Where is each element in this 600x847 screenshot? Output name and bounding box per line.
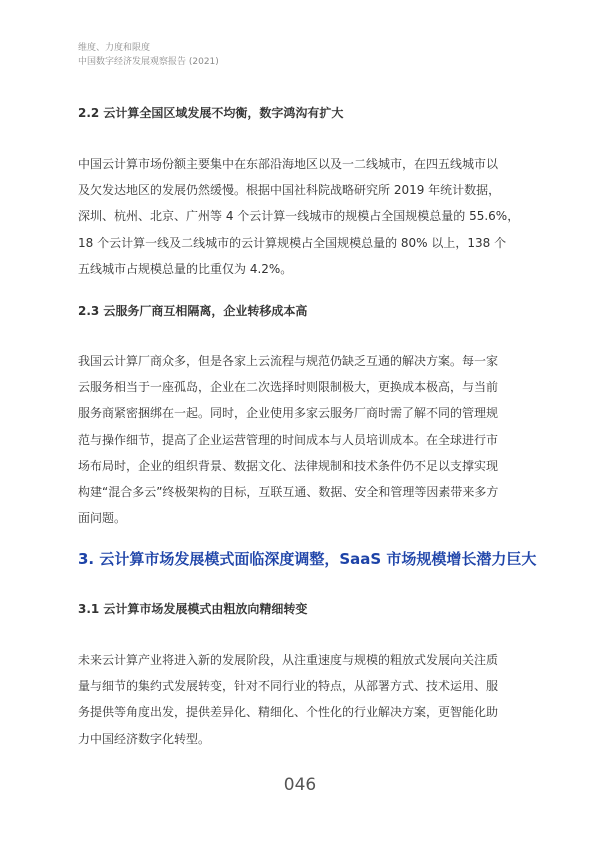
section-3-1-paragraph	[78, 647, 498, 752]
paragraph-line: 深圳、杭州、北京、广州等 4 个云计算一线城市的规模占全国规模总量的 55.6%，	[78, 209, 520, 224]
paragraph-line: 服务商紧密捆绑在一起。同时，企业使用多家云服务厂商时需了解不同的管理规	[78, 406, 499, 421]
paragraph-line: 五线城市占规模总量的比重仅为 4.2%。	[78, 261, 293, 276]
header-subtitle: 中国数字经济发展观察报告 (2021)	[78, 57, 219, 67]
section-3-heading: 3. 云计算市场发展模式面临深度调整，SaaS 市场规模增长潜力巨大	[78, 550, 537, 568]
paragraph-line: 场布局时，企业的组织背景、数据文化、法律规制和技术条件仍不足以支撑实现	[78, 458, 499, 473]
paragraph-line: 力中国经济数字化转型。	[78, 731, 211, 746]
paragraph-line: 范与操作细节，提高了企业运营管理的时间成本与人员培训成本。在全球进行市	[78, 432, 499, 447]
paragraph-line: 务提供等角度出发，提供差异化、精细化、个性化的行业解决方案，更智能化助	[78, 705, 499, 720]
header-title: 维度、力度和限度	[78, 43, 151, 53]
section-2-2-heading: 2.2 云计算全国区域发展不均衡，数字鸿沟有扩大	[78, 106, 344, 120]
paragraph-line: 中国云计算市场份额主要集中在东部沿海地区以及一二线城市，在四五线城市以	[78, 157, 499, 171]
paragraph-line: 量与细节的集约式发展转变，针对不同行业的特点，从部署方式、技术运用、服	[78, 679, 499, 694]
section-2-3-heading: 2.3 云服务厂商互相隔离，企业转移成本高	[78, 304, 308, 318]
section-3-1-heading: 3.1 云计算市场发展模式由粗放向精细转变	[78, 602, 308, 616]
section-2-2-paragraph	[78, 151, 519, 282]
paragraph-line: 面问题。	[78, 511, 127, 526]
page-number: 046	[283, 775, 317, 795]
paragraph-line: 构建“混合多云”终极架构的目标，互联互通、数据、安全和管理等因素带来多方	[78, 485, 499, 500]
paragraph-line: 未来云计算产业将进入新的发展阶段，从注重速度与规模的粗放式发展向关注质	[78, 653, 499, 667]
running-header	[78, 41, 219, 69]
paragraph-line: 云服务相当于一座孤岛，企业在二次选择时则限制极大，更换成本极高，与当前	[78, 380, 499, 395]
paragraph-line: 及欠发达地区的发展仍然缓慢。根据中国社科院战略研究所 2019 年统计数据，	[78, 183, 501, 198]
section-2-3-paragraph	[78, 348, 498, 531]
paragraph-line: 我国云计算厂商众多，但是各家上云流程与规范仍缺乏互通的解决方案。每一家	[78, 354, 499, 368]
paragraph-line: 18 个云计算一线及二线城市的云计算规模占全国规模总量的 80% 以上，138 个	[78, 235, 507, 250]
